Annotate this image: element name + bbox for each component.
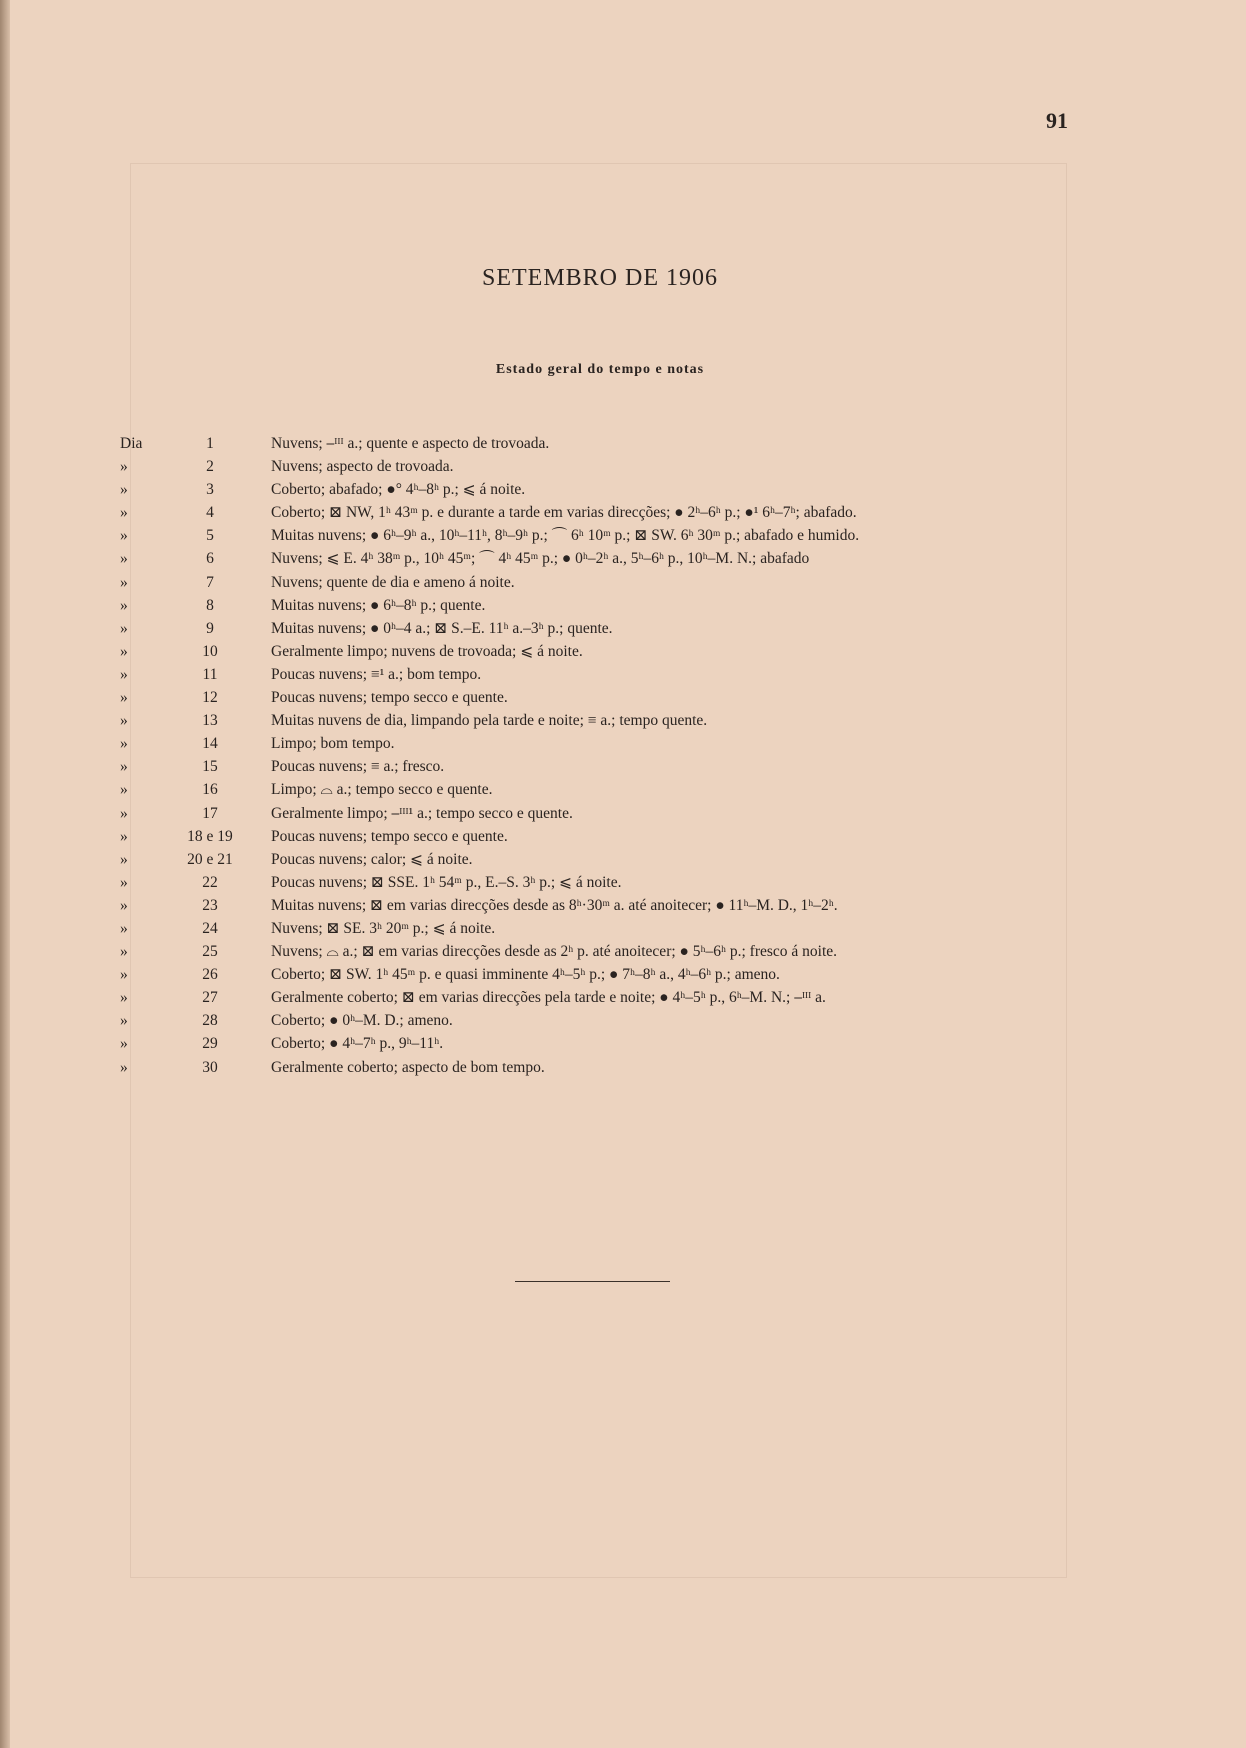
weather-notes-table <box>120 432 1060 1079</box>
row-label: » <box>120 504 128 522</box>
row-day: 28 <box>202 1012 218 1030</box>
table-row <box>120 986 1060 1009</box>
row-note: Poucas nuvens; ≡¹ a.; bom tempo. <box>271 665 482 683</box>
table-row <box>120 1032 1060 1055</box>
table-row <box>120 663 1060 686</box>
row-note: Coberto; abafado; ●° 4ʰ–8ʰ p.; ⩽ á noite. <box>271 481 526 499</box>
row-label: » <box>120 1012 128 1030</box>
table-row <box>120 640 1060 663</box>
table-row <box>120 848 1060 871</box>
table-row <box>120 732 1060 755</box>
table-row <box>120 917 1060 940</box>
row-label: » <box>120 573 128 591</box>
row-day: 30 <box>202 1058 218 1076</box>
row-label: » <box>120 527 128 545</box>
row-note: Muitas nuvens; ● 6ʰ–8ʰ p.; quente. <box>271 596 486 614</box>
table-row <box>120 547 1060 570</box>
row-note: Nuvens; aspecto de trovoada. <box>271 458 454 476</box>
row-label: » <box>120 1058 128 1076</box>
row-label: » <box>120 919 128 937</box>
page-title: SETEMBRO DE 1906 <box>481 265 718 291</box>
row-label: » <box>120 896 128 914</box>
row-label: » <box>120 642 128 660</box>
row-day: 10 <box>202 642 218 660</box>
row-day: 23 <box>202 896 218 914</box>
table-row <box>120 894 1060 917</box>
table-row <box>120 501 1060 524</box>
row-day: 2 <box>206 458 214 476</box>
row-note: Coberto; ● 4ʰ–7ʰ p., 9ʰ–11ʰ. <box>271 1035 444 1053</box>
row-note: Geralmente coberto; aspecto de bom tempo. <box>271 1058 545 1076</box>
row-day: 3 <box>206 481 214 499</box>
row-day: 13 <box>202 712 218 730</box>
row-label: » <box>120 1035 128 1053</box>
table-row <box>120 455 1060 478</box>
row-note: Poucas nuvens; ≡ a.; fresco. <box>271 758 445 776</box>
row-day: 24 <box>202 919 218 937</box>
row-label: » <box>120 689 128 707</box>
row-day: 7 <box>206 573 214 591</box>
row-note: Geralmente limpo; ⎯ᴵᴵᴵ¹ a.; tempo secco e quente. <box>271 804 573 822</box>
row-note: Nuvens; ⎯ᴵᴵᴵ a.; quente e aspecto de trovoada. <box>271 435 550 452</box>
row-label: » <box>120 966 128 984</box>
row-label: » <box>120 596 128 614</box>
row-note: Nuvens; ⊠ SE. 3ʰ 20ᵐ p.; ⩽ á noite. <box>271 919 496 937</box>
row-note: Muitas nuvens; ● 6ʰ–9ʰ a., 10ʰ–11ʰ, 8ʰ–9ʰ p.; ⌒ 6ʰ 10ᵐ p.; ⊠ SW. 6ʰ 30ᵐ p.; abafado e humido. <box>271 527 860 545</box>
row-day: 18 e 19 <box>187 827 233 845</box>
table-row <box>120 617 1060 640</box>
row-label: » <box>120 943 128 961</box>
table-row <box>120 524 1060 547</box>
table-row <box>120 940 1060 963</box>
row-note: Poucas nuvens; tempo secco e quente. <box>271 689 508 707</box>
row-label: Dia <box>120 435 143 452</box>
row-day: 25 <box>202 943 218 961</box>
row-note: Coberto; ⊠ NW, 1ʰ 43ᵐ p. e durante a tarde em varias direcções; ● 2ʰ–6ʰ p.; ●¹ 6ʰ–7ʰ; abafado. <box>271 504 857 522</box>
table-row <box>120 1009 1060 1032</box>
row-label: » <box>120 550 128 568</box>
row-day: 11 <box>202 665 218 683</box>
row-note: Muitas nuvens; ● 0ʰ–4 a.; ⊠ S.–E. 11ʰ a.–3ʰ p.; quente. <box>271 619 613 637</box>
table-row <box>120 963 1060 986</box>
row-note: Geralmente limpo; nuvens de trovoada; ⩽ á noite. <box>271 642 583 660</box>
row-note: Muitas nuvens de dia, limpando pela tarde e noite; ≡ a.; tempo quente. <box>271 712 708 730</box>
row-day: 9 <box>206 619 214 637</box>
row-day: 20 e 21 <box>187 850 233 868</box>
row-label: » <box>120 989 128 1007</box>
row-note: Nuvens; ⩽ E. 4ʰ 38ᵐ p., 10ʰ 45ᵐ; ⌒ 4ʰ 45ᵐ p.; ● 0ʰ–2ʰ a., 5ʰ–6ʰ p., 10ʰ–M. N.; abafado <box>271 550 810 568</box>
row-label: » <box>120 827 128 845</box>
table-row <box>120 709 1060 732</box>
row-label: » <box>120 458 128 476</box>
table-row <box>120 571 1060 594</box>
row-label: » <box>120 758 128 776</box>
row-note: Muitas nuvens; ⊠ em varias direcções desde as 8ʰ·30ᵐ a. até anoitecer; ● 11ʰ–M. D., 1ʰ–2ʰ. <box>271 896 838 914</box>
table-row <box>120 478 1060 501</box>
row-day: 4 <box>206 504 214 522</box>
row-day: 16 <box>202 781 218 799</box>
table-row <box>120 871 1060 894</box>
row-label: » <box>120 481 128 499</box>
row-note: Coberto; ● 0ʰ–M. D.; ameno. <box>271 1012 453 1030</box>
table-row <box>120 686 1060 709</box>
row-day: 5 <box>206 527 214 545</box>
row-day: 6 <box>206 550 214 568</box>
row-day: 1 <box>206 435 214 452</box>
row-note: Nuvens; quente de dia e ameno á noite. <box>271 573 515 591</box>
row-note: Nuvens; ⌓ a.; ⊠ em varias direcções desde as 2ʰ p. até anoitecer; ● 5ʰ–6ʰ p.; fresco á noite. <box>271 943 838 961</box>
page-number: 91 <box>1046 108 1068 133</box>
table-row <box>120 755 1060 778</box>
row-label: » <box>120 712 128 730</box>
row-note: Coberto; ⊠ SW. 1ʰ 45ᵐ p. e quasi imminente 4ʰ–5ʰ p.; ● 7ʰ–8ʰ a., 4ʰ–6ʰ p.; ameno. <box>271 966 780 984</box>
row-day: 14 <box>202 735 218 753</box>
row-note: Geralmente coberto; ⊠ em varias direcções pela tarde e noite; ● 4ʰ–5ʰ p., 6ʰ–M. N.; ⎯ᴵᴵᴵ a. <box>271 989 826 1007</box>
row-note: Limpo; bom tempo. <box>271 735 395 753</box>
table-row <box>120 1056 1060 1079</box>
row-note: Poucas nuvens; calor; ⩽ á noite. <box>271 850 473 868</box>
row-label: » <box>120 804 128 822</box>
table-row <box>120 825 1060 848</box>
row-note: Poucas nuvens; tempo secco e quente. <box>271 827 508 845</box>
row-day: 29 <box>202 1035 218 1053</box>
row-label: » <box>120 735 128 753</box>
row-day: 26 <box>202 966 218 984</box>
row-label: » <box>120 873 128 891</box>
table-row <box>120 432 1060 455</box>
row-label: » <box>120 781 128 799</box>
table-row <box>120 594 1060 617</box>
table-row <box>120 778 1060 801</box>
row-day: 17 <box>202 804 218 822</box>
row-label: » <box>120 665 128 683</box>
row-day: 12 <box>202 689 218 707</box>
row-note: Poucas nuvens; ⊠ SSE. 1ʰ 54ᵐ p., E.–S. 3ʰ p.; ⩽ á noite. <box>271 873 622 891</box>
row-note: Limpo; ⌓ a.; tempo secco e quente. <box>271 781 493 799</box>
section-subtitle: Estado geral do tempo e notas <box>495 362 705 377</box>
divider-rule <box>515 1281 670 1282</box>
page-edge <box>0 0 10 1748</box>
row-day: 22 <box>202 873 218 891</box>
row-day: 27 <box>202 989 218 1007</box>
row-day: 15 <box>202 758 218 776</box>
table-row <box>120 802 1060 825</box>
row-label: » <box>120 850 128 868</box>
row-label: » <box>120 619 128 637</box>
row-day: 8 <box>206 596 214 614</box>
